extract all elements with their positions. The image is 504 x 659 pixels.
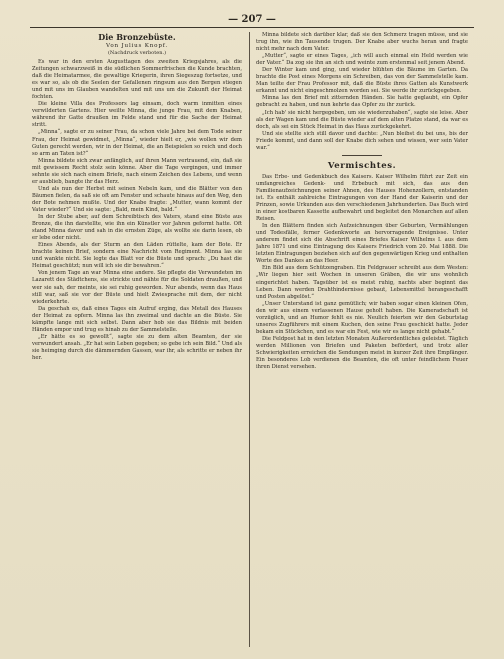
story-continuation-paragraph: „Mutter“, sagte er eines Tages, „ich will auch einmal ein Held werden wie der Vater.“ Da zog sie ihn an sich und weinte zum erstenmal seit jenem Abend. [256,53,468,67]
story-paragraph: Minna bildete sich zwar anfänglich, auf ihren Mann vertrauend, ein, daß sie mit gewissem Recht stolz sein könne. Aber die Tage vergingen, und immer sehnte sie sich nach einem Briefe, nach einem Zeichen des Lebens, und wenn er ausblieb, bangte ihr das Herz. [32,157,242,185]
misc-item: Die Feldpost hat in den letzten Monaten Außerordentliches geleistet. Täglich werden Millionen von Briefen und Paketen befördert, und trotz aller Schwierigkeiten erreichen die Sendungen meist in kurzer Zeit ihre Empfänger. Ein besonderes Lob verdienen die Beamten, die oft unter feindlichem Feuer ihren Dienst versehen. [256,335,468,371]
story-continuation-paragraph: Und sie stellte sich still davor und dachte: „Nun bleibst du bei uns, bis der Friede kommt, und dann soll der Knabe dich sehen und wissen, wer sein Vater war.“ [256,130,468,151]
misc-item: Ein Bild aus dem Schützengraben. Ein Feldgrauer schreibt aus dem Westen: „Wir liegen hier seit Wochen in unseren Gräben, die wir uns wohnlich eingerichtet haben. Tagsüber ist es meist ruhig, nachts aber beginnt das Leben. Dann werden Drahthindernisse gebaut, Lebensmittel herangeschafft und Posten abgelöst.“ [256,265,468,300]
misc-item: In den Blättern finden sich Aufzeichnungen über Geburten, Vermählungen und Todesfälle, ferner Gedenkworte an hervorragende Ereignisse. Unter anderem findet sich die Abschrift eines Briefes Kaiser Wilhelms I. aus dem Jahre 1871 und eine Eintragung des Kaisers Friedrich vom 20. Mai 1888. Die letzten Eintragungen beziehen sich auf den gegenwärtigen Krieg und enthalten Worte des Dankes an das Heer. [256,223,468,265]
story-paragraph: Die kleine Villa des Professors lag einsam, doch warm inmitten eines verwilderten Gartens. Hier weilte Minna, die junge Frau, mit dem Knaben, während ihr Gatte draußen im Felde stand und für die Sache der Heimat stritt. [32,101,242,129]
column-divider [249,32,250,647]
section-title: Vermischtes. [327,160,397,171]
left-column [32,32,242,649]
story-paragraph: „Er hätte es so gewollt“, sagte sie zu dem alten Beamten, der sie verwundert ansah. „Er hat sein Leben gegeben; so gebe ich sein Bild.“ Und als sie heimging durch die dämmernden Gassen, war ihr, als schritte er neben ihr her. [32,333,242,361]
story-paragraph: „Minna“, sagte er zu seiner Frau, da schon viele Jahre bei dem Tode seiner Frau, der Heimat gewidmet, „Minna“, wieder hielt er, „wie wollen wir dem Guten gerecht werden, wir in der Heimat, die an Beispielen so reich und doch so arm an Taten ist?“ [32,129,242,157]
misc-item: „Unser Unterstand ist ganz gemütlich; wir haben sogar einen kleinen Ofen, den wir aus einem verlassenen Hause geholt haben. Die Kameradschaft ist vorzüglich, und an Humor fehlt es nie. Neulich feierten wir den Geburtstag unseres Zugführers mit einem Kuchen, den seine Frau geschickt hatte. Jeder bekam ein Stückchen, und es war ein Fest, wie wir es lange nicht gehabt.“ [256,300,468,335]
story-continuation-paragraph: Minna bildete sich darüber klar, daß sie den Schmerz tragen müsse, und sie trug ihn, wie ihn Tausende trugen. Der Knabe aber wuchs heran und fragte nicht mehr nach dem Vater. [256,32,468,53]
page-number: — 207 — [228,14,276,25]
story-title: Die Bronzebüste. [98,32,176,42]
reprint-note: (Nachdruck verboten.) [107,50,167,56]
misc-item: Das Erbe- und Gedenkbuch des Kaisers. Kaiser Wilhelm führt zur Zeit ein umfangreiches Gedenk- und Erbebuch mit sich, das aus den Familienaufzeichnungen seiner Ahnen, des Hauses Hohenzollern, entstanden ist. Es enthält zahlreiche Eintragungen von der Hand der Kaiserin und der Prinzen, sowie Urkunden aus den verschiedenen Jahrhunderten. Das Buch wird in einer kostbaren Kassette aufbewahrt und begleitet den Monarchen auf allen Reisen. [256,173,468,223]
story-paragraph: Von jenem Tage an war Minna eine andere. Sie pflegte die Verwundeten im Lazarett des Städtchens, sie strickte und nähte für die Soldaten draußen, und wer sie sah, der meinte, sie sei ruhig geworden. Nur abends, wenn das Haus still war, saß sie vor der Büste und hielt Zwiesprache mit dem, der nicht wiederkehrte. [32,270,242,305]
story-paragraph: Es war in den ersten Augusttagen des zweiten Kriegsjahres, als die Zeitungen schwarzweiß in die südlichen Sommerfrischen die Kunde brachten, daß die Heimatarmee, die gewaltige Kriegerin, ihren Siegeszug fortsetze, und es war so, als ob die Seelen der Gefallenen ringsum aus den Bergen stiegen und mit uns im Glauben wandelten und mit uns um die Zukunft der Heimat fochten. [32,59,242,101]
header-rule [30,27,474,28]
section-separator [342,155,382,156]
story-paragraph: In der Stube aber, auf dem Schreibtisch des Vaters, stand eine Büste aus Bronze, die ihn darstellte, wie ihn ein Künstler vor Jahren geformt hatte. Oft stand Minna davor und sah in die ernsten Züge, als wollte sie darin lesen, ob er lebe oder nicht. [32,214,242,242]
story-continuation-paragraph: Minna las den Brief mit zitternden Händen. Sie hatte geglaubt, ein Opfer gebracht zu haben, und nun kehrte das Opfer zu ihr zurück. [256,95,468,109]
story-author: Von Julius Knopf. [106,43,168,49]
story-continuation-paragraph: „Ich hab' sie nicht hergegeben, um sie wiederzuhaben“, sagte sie leise. Aber als der Wagen kam und die Büste wieder auf dem alten Platze stand, da war es doch, als sei ein Stück Heimat in das Haus zurückgekehrt. [256,109,468,130]
story-paragraph: Und als nun der Herbst mit seinen Nebeln kam, und die Blätter von den Bäumen fielen, da saß sie oft am Fenster und schaute hinaus auf den Weg, den der Bote nehmen mußte. Und der Knabe fragte: „Mutter, wann kommt der Vater wieder?“ Und sie sagte: „Bald, mein Kind, bald.“ [32,185,242,213]
right-column [256,32,468,649]
story-paragraph: Eines Abends, als der Sturm an den Läden rüttelte, kam der Bote. Er brachte keinen Brief, sondern eine Nachricht vom Regiment. Minna las sie und wankte nicht. Sie legte das Blatt vor die Büste und sprach: „Du hast die Heimat geschützt; nun will ich sie dir bewahren.“ [32,242,242,270]
story-paragraph: Da geschah es, daß eines Tages ein Aufruf erging, das Metall des Hauses der Heimat zu opfern. Minna las ihn zweimal und dachte an die Büste. Sie kämpfte lange mit sich selbst. Dann aber hob sie das Bildnis mit beiden Händen empor und trug es hinab zu der Sammelstelle. [32,305,242,333]
story-continuation-paragraph: Der Winter kam und ging, und wieder blühten die Bäume im Garten. Da brachte die Post eines Morgens ein Schreiben, das von der Sammelstelle kam. Man teilte der Frau Professor mit, daß die Büste ihres Gatten als Kunstwerk erkannt und nicht eingeschmolzen worden sei. Sie werde ihr zurückgegeben. [256,67,468,95]
